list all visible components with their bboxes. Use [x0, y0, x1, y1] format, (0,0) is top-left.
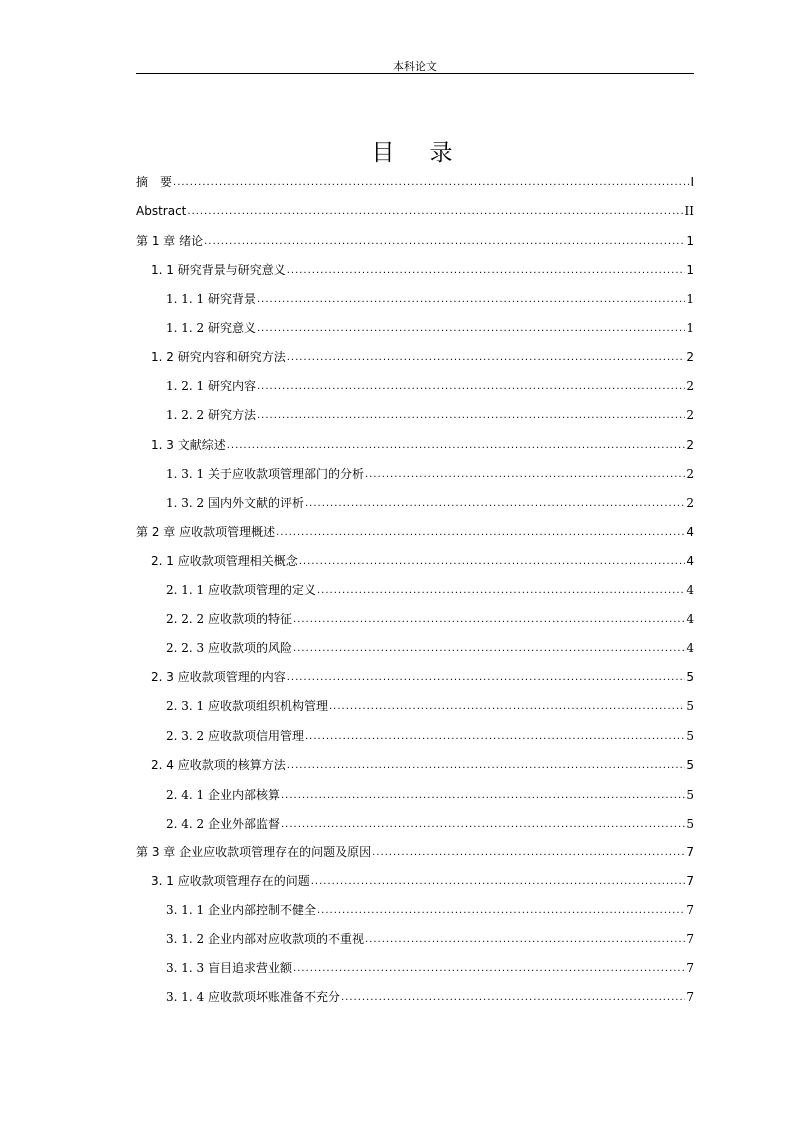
toc-leader — [287, 263, 686, 279]
toc-entry-subsection[interactable] — [166, 815, 694, 833]
toc-leader — [365, 932, 685, 948]
toc-entry-label: 摘 要 — [136, 175, 173, 189]
toc-entry-label: 3. 1. 3 盲目追求营业额 — [166, 961, 292, 975]
toc-entry-subsection[interactable] — [166, 639, 694, 657]
toc-entry-label: 1. 1. 1 研究背景 — [166, 292, 256, 306]
toc-entry-label: 2. 2. 2 应收款项的特征 — [166, 612, 292, 626]
toc-entry-page: 4 — [686, 641, 694, 655]
toc-entry-label: 第 3 章 企业应收款项管理存在的问题及原因 — [136, 845, 372, 859]
toc-leader — [276, 525, 685, 541]
toc-entry-page: 7 — [686, 961, 694, 975]
toc-leader — [293, 641, 685, 657]
toc-entry-section[interactable] — [151, 668, 694, 686]
page-header: 本科论文 — [393, 60, 437, 73]
toc-entry-chapter-2[interactable] — [136, 523, 694, 541]
toc-entry-label: 2. 4. 2 企业外部监督 — [166, 817, 280, 831]
toc-entry-label: 1. 1. 2 研究意义 — [166, 321, 256, 335]
toc-leader — [187, 204, 683, 220]
toc-entry-page: 5 — [686, 817, 694, 831]
toc-entry-page: 7 — [686, 874, 694, 888]
toc-entry-subsection[interactable] — [166, 930, 694, 948]
toc-entry-label: 3. 1. 4 应收款项坏账准备不充分 — [166, 990, 340, 1004]
toc-leader — [372, 845, 685, 861]
toc-entry-label: 1. 2. 1 研究内容 — [166, 379, 256, 393]
toc-entry-subsection[interactable] — [166, 610, 694, 628]
toc-entry-page: 2 — [686, 408, 694, 422]
toc-entry-subsection[interactable] — [166, 581, 694, 599]
toc-entry-subsection[interactable] — [166, 290, 694, 308]
toc-entry-label: 第 1 章 绪论 — [136, 234, 204, 248]
toc-leader — [287, 758, 686, 774]
toc-entry-page: 4 — [686, 583, 694, 597]
toc-leader — [305, 496, 685, 512]
toc-entry-label: 2. 1 应收款项管理相关概念 — [151, 554, 298, 568]
toc-entry-label: 2. 1. 1 应收款项管理的定义 — [166, 583, 316, 597]
toc-leader — [257, 408, 685, 424]
toc-entry-page: 2 — [686, 496, 694, 510]
toc-entry-label: 1. 2 研究内容和研究方法 — [151, 350, 286, 364]
toc-entry-label: 1. 3. 2 国内外文献的评析 — [166, 496, 304, 510]
toc-entry-page: 2 — [686, 467, 694, 481]
toc-entry-label: Abstract — [136, 204, 187, 218]
toc-entry-label: 2. 3 应收款项管理的内容 — [151, 670, 286, 684]
toc-entry-subsection[interactable] — [166, 465, 694, 483]
toc-entry-label: 3. 1 应收款项管理存在的问题 — [151, 874, 310, 888]
toc-entry-abstract-cn[interactable] — [136, 173, 694, 191]
toc-entry-subsection[interactable] — [166, 494, 694, 512]
toc-entry-page: II — [684, 204, 694, 218]
toc-entry-label: 第 2 章 应收款项管理概述 — [136, 525, 276, 539]
toc-leader — [257, 292, 685, 308]
toc-entry-page: 4 — [686, 525, 694, 539]
toc-entry-page: 1 — [686, 263, 694, 277]
toc-leader — [311, 874, 686, 890]
toc-leader — [293, 612, 685, 628]
toc-leader — [341, 990, 685, 1006]
header-rule — [136, 73, 694, 74]
toc-entry-subsection[interactable] — [166, 959, 694, 977]
toc-entry-subsection[interactable] — [166, 406, 694, 424]
toc-entry-label: 1. 3 文献综述 — [151, 438, 226, 452]
toc-entry-page: 7 — [686, 903, 694, 917]
toc-entry-subsection[interactable] — [166, 786, 694, 804]
toc-leader — [365, 467, 685, 483]
toc-entry-page: 1 — [686, 292, 694, 306]
toc-entry-page: 5 — [686, 758, 694, 772]
toc-entry-subsection[interactable] — [166, 377, 694, 395]
toc-entry-label: 3. 1. 1 企业内部控制不健全 — [166, 903, 316, 917]
toc-entry-chapter-3[interactable] — [136, 843, 694, 861]
toc-entry-subsection[interactable] — [166, 988, 694, 1006]
toc-leader — [293, 961, 685, 977]
toc-title: 目 录 — [371, 140, 459, 166]
toc-entry-section[interactable] — [151, 756, 694, 774]
toc-leader — [227, 438, 686, 454]
toc-leader — [317, 583, 685, 599]
toc-leader — [287, 350, 686, 366]
toc-entry-page: 1 — [686, 234, 694, 248]
toc-entry-page: 1 — [686, 321, 694, 335]
toc-leader — [257, 379, 685, 395]
toc-entry-label: 2. 3. 2 应收款项信用管理 — [166, 729, 304, 743]
toc-entry-label: 1. 2. 2 研究方法 — [166, 408, 256, 422]
toc-entry-subsection[interactable] — [166, 727, 694, 745]
toc-entry-section[interactable] — [151, 348, 694, 366]
toc-entry-page: 5 — [686, 729, 694, 743]
toc-entry-label: 1. 3. 1 关于应收款项管理部门的分析 — [166, 467, 364, 481]
toc-entry-label: 3. 1. 2 企业内部对应收款项的不重视 — [166, 932, 364, 946]
toc-entry-page: 7 — [686, 932, 694, 946]
toc-entry-page: 5 — [686, 788, 694, 802]
toc-entry-page: I — [690, 175, 694, 189]
toc-leader — [257, 321, 685, 337]
toc-leader — [329, 699, 685, 715]
toc-leader — [281, 817, 685, 833]
toc-entry-section[interactable] — [151, 872, 694, 890]
toc-entry-section[interactable] — [151, 261, 694, 279]
toc-entry-page: 2 — [686, 350, 694, 364]
toc-entry-label: 2. 4. 1 企业内部核算 — [166, 788, 280, 802]
toc-entry-page: 2 — [686, 438, 694, 452]
toc-leader — [305, 729, 685, 745]
toc-entry-page: 4 — [686, 554, 694, 568]
toc-leader — [204, 234, 685, 250]
toc-entry-label: 1. 1 研究背景与研究意义 — [151, 263, 286, 277]
toc-entry-page: 4 — [686, 612, 694, 626]
toc-entry-page: 7 — [686, 990, 694, 1004]
toc-entry-page: 5 — [686, 670, 694, 684]
toc-entry-section[interactable] — [151, 552, 694, 570]
toc-entry-subsection[interactable] — [166, 901, 694, 919]
toc-entry-subsection[interactable] — [166, 319, 694, 337]
toc-entry-label: 2. 3. 1 应收款项组织机构管理 — [166, 699, 328, 713]
toc-leader — [317, 903, 685, 919]
toc-entry-page: 5 — [686, 699, 694, 713]
toc-leader — [281, 788, 685, 804]
toc-entry-section[interactable] — [151, 436, 694, 454]
toc-entry-page: 2 — [686, 379, 694, 393]
toc-entry-label: 2. 4 应收款项的核算方法 — [151, 758, 286, 772]
toc-leader — [173, 175, 689, 191]
toc-entry-page: 7 — [686, 845, 694, 859]
toc-entry-abstract-en[interactable] — [136, 202, 694, 220]
toc-entry-subsection[interactable] — [166, 697, 694, 715]
toc-leader — [299, 554, 686, 570]
toc-entry-chapter-1[interactable] — [136, 232, 694, 250]
toc-entry-label: 2. 2. 3 应收款项的风险 — [166, 641, 292, 655]
toc-leader — [287, 670, 686, 686]
